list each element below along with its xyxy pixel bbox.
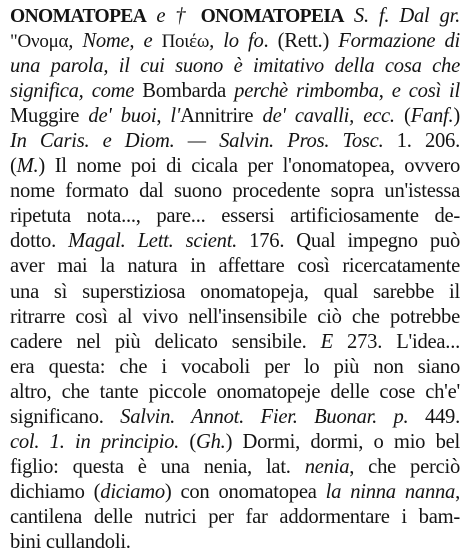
entry-segment: (	[394, 105, 411, 128]
entry-segment: Gh.	[196, 430, 226, 453]
entry-segment: Fanf.	[410, 105, 454, 128]
entry-segment: . (Rett.)	[263, 30, 339, 53]
entry-segment: S. f. Dal gr.	[343, 5, 460, 27]
entry-segment: bini cullandoli.	[10, 530, 131, 553]
entry-segment: altro, che tante piccole onomatopeje delle cose ch'e'	[10, 380, 460, 403]
entry-line	[10, 79, 460, 104]
entry-segment: , che perciò	[349, 455, 460, 478]
entry-segment: Formazione di	[338, 30, 461, 53]
entry-segment: dichiamo (	[10, 480, 101, 503]
headword-variant: ONOMATOPEIA	[200, 6, 344, 27]
entry-segment: (	[10, 155, 17, 178]
entry-segment: ,	[68, 30, 83, 53]
entry-segment: 449.	[408, 405, 460, 428]
entry-segment: ,	[378, 80, 392, 103]
entry-segment: , e	[129, 30, 162, 53]
entry-line	[10, 129, 460, 154]
entry-segment: lo fo	[223, 30, 264, 53]
entry-segment: ritrarre così al vivo nell'insensibile ciò che potrebbe	[10, 305, 460, 328]
entry-segment: de' cavalli, ecc.	[262, 105, 395, 128]
entry-segment: figlio: questa è una nenia, lat.	[10, 455, 305, 478]
entry-segment: perchè rimbomba	[234, 80, 379, 103]
headword-conjunction: e †	[146, 5, 201, 27]
entry-segment: 273. L'idea...	[332, 330, 460, 353]
entry-line	[10, 154, 460, 179]
entry-segment: ) Dormi, dormi, o mio bel	[225, 430, 460, 453]
entry-segment: cantilena delle nutrici per far addormentare i bam-	[10, 505, 460, 528]
dictionary-entry	[10, 4, 460, 555]
entry-segment: significa, come	[10, 80, 143, 103]
entry-segment: )	[453, 105, 461, 128]
entry-line	[10, 430, 460, 455]
entry-segment: In Caris. e Diom. — Salvin. Pros. Tosc.	[10, 130, 384, 153]
entry-line	[10, 280, 460, 305]
entry-line	[10, 380, 460, 405]
entry-line	[10, 4, 460, 29]
entry-segment: Muggire	[10, 105, 89, 128]
entry-segment: Salvin. Annot. Fier. Buonar. p.	[120, 405, 409, 428]
entry-segment: cadere nel più delicato sensibile.	[10, 330, 321, 353]
entry-line	[10, 254, 460, 279]
entry-segment: ) con onomatopea	[164, 480, 326, 503]
entry-segment: diciamo	[100, 480, 165, 503]
entry-segment: Annitrire	[180, 105, 263, 128]
entry-segment: Magal. Lett. scient.	[68, 230, 238, 253]
entry-line	[10, 455, 460, 480]
entry-segment: ,	[209, 30, 224, 53]
entry-line	[10, 330, 460, 355]
entry-segment: (	[179, 430, 196, 453]
entry-line	[10, 204, 460, 229]
entry-segment: 176. Qual impegno può	[237, 230, 460, 253]
entry-line	[10, 530, 460, 555]
entry-segment: 1. 206.	[383, 130, 461, 153]
headword: ONOMATOPEA	[10, 6, 147, 27]
entry-segment: dotto.	[10, 230, 69, 253]
entry-segment: significano.	[10, 405, 121, 428]
entry-segment: nenia	[304, 455, 350, 478]
entry-segment: ripetuta nota..., pare... essersi artificiosamente de-	[10, 205, 460, 228]
entry-line	[10, 480, 460, 505]
entry-line	[10, 505, 460, 530]
entry-segment: l'	[170, 105, 181, 128]
entry-segment: col. 1. in principio.	[10, 430, 180, 453]
entry-segment: E	[320, 330, 333, 353]
entry-line	[10, 104, 460, 129]
entry-segment: ,	[455, 480, 461, 503]
entry-segment: era questa: che i vocaboli per lo più non siano	[10, 355, 460, 378]
entry-line	[10, 355, 460, 380]
entry-segment: una sì superstiziosa onomatopeja, qual sarebbe il	[10, 280, 460, 303]
entry-line	[10, 54, 460, 79]
entry-segment: ,	[156, 105, 171, 128]
entry-segment: la ninna nanna	[325, 480, 456, 503]
entry-segment: "Ονομα	[10, 31, 69, 53]
entry-segment: Ποιέω	[161, 31, 210, 53]
entry-segment: nome formato dal suono procedente sopra un'istessa	[10, 180, 460, 203]
entry-line	[10, 29, 460, 54]
entry-line	[10, 229, 460, 254]
entry-segment: ) Il nome poi di cicala per l'onomatopea, ovvero	[38, 155, 460, 178]
entry-segment: aver mai la natura in affettare così ricercatamente	[10, 255, 460, 278]
entry-segment: de' buoi	[88, 105, 157, 128]
entry-segment: Nome	[82, 30, 130, 53]
entry-segment: Bombarda	[142, 80, 235, 103]
entry-segment: e così il	[391, 80, 460, 103]
entry-segment: M.	[16, 155, 39, 178]
entry-line	[10, 305, 460, 330]
entry-segment: una parola, il cui suono è imitativo della cosa che	[10, 55, 460, 78]
entry-line	[10, 405, 460, 430]
entry-line	[10, 179, 460, 204]
